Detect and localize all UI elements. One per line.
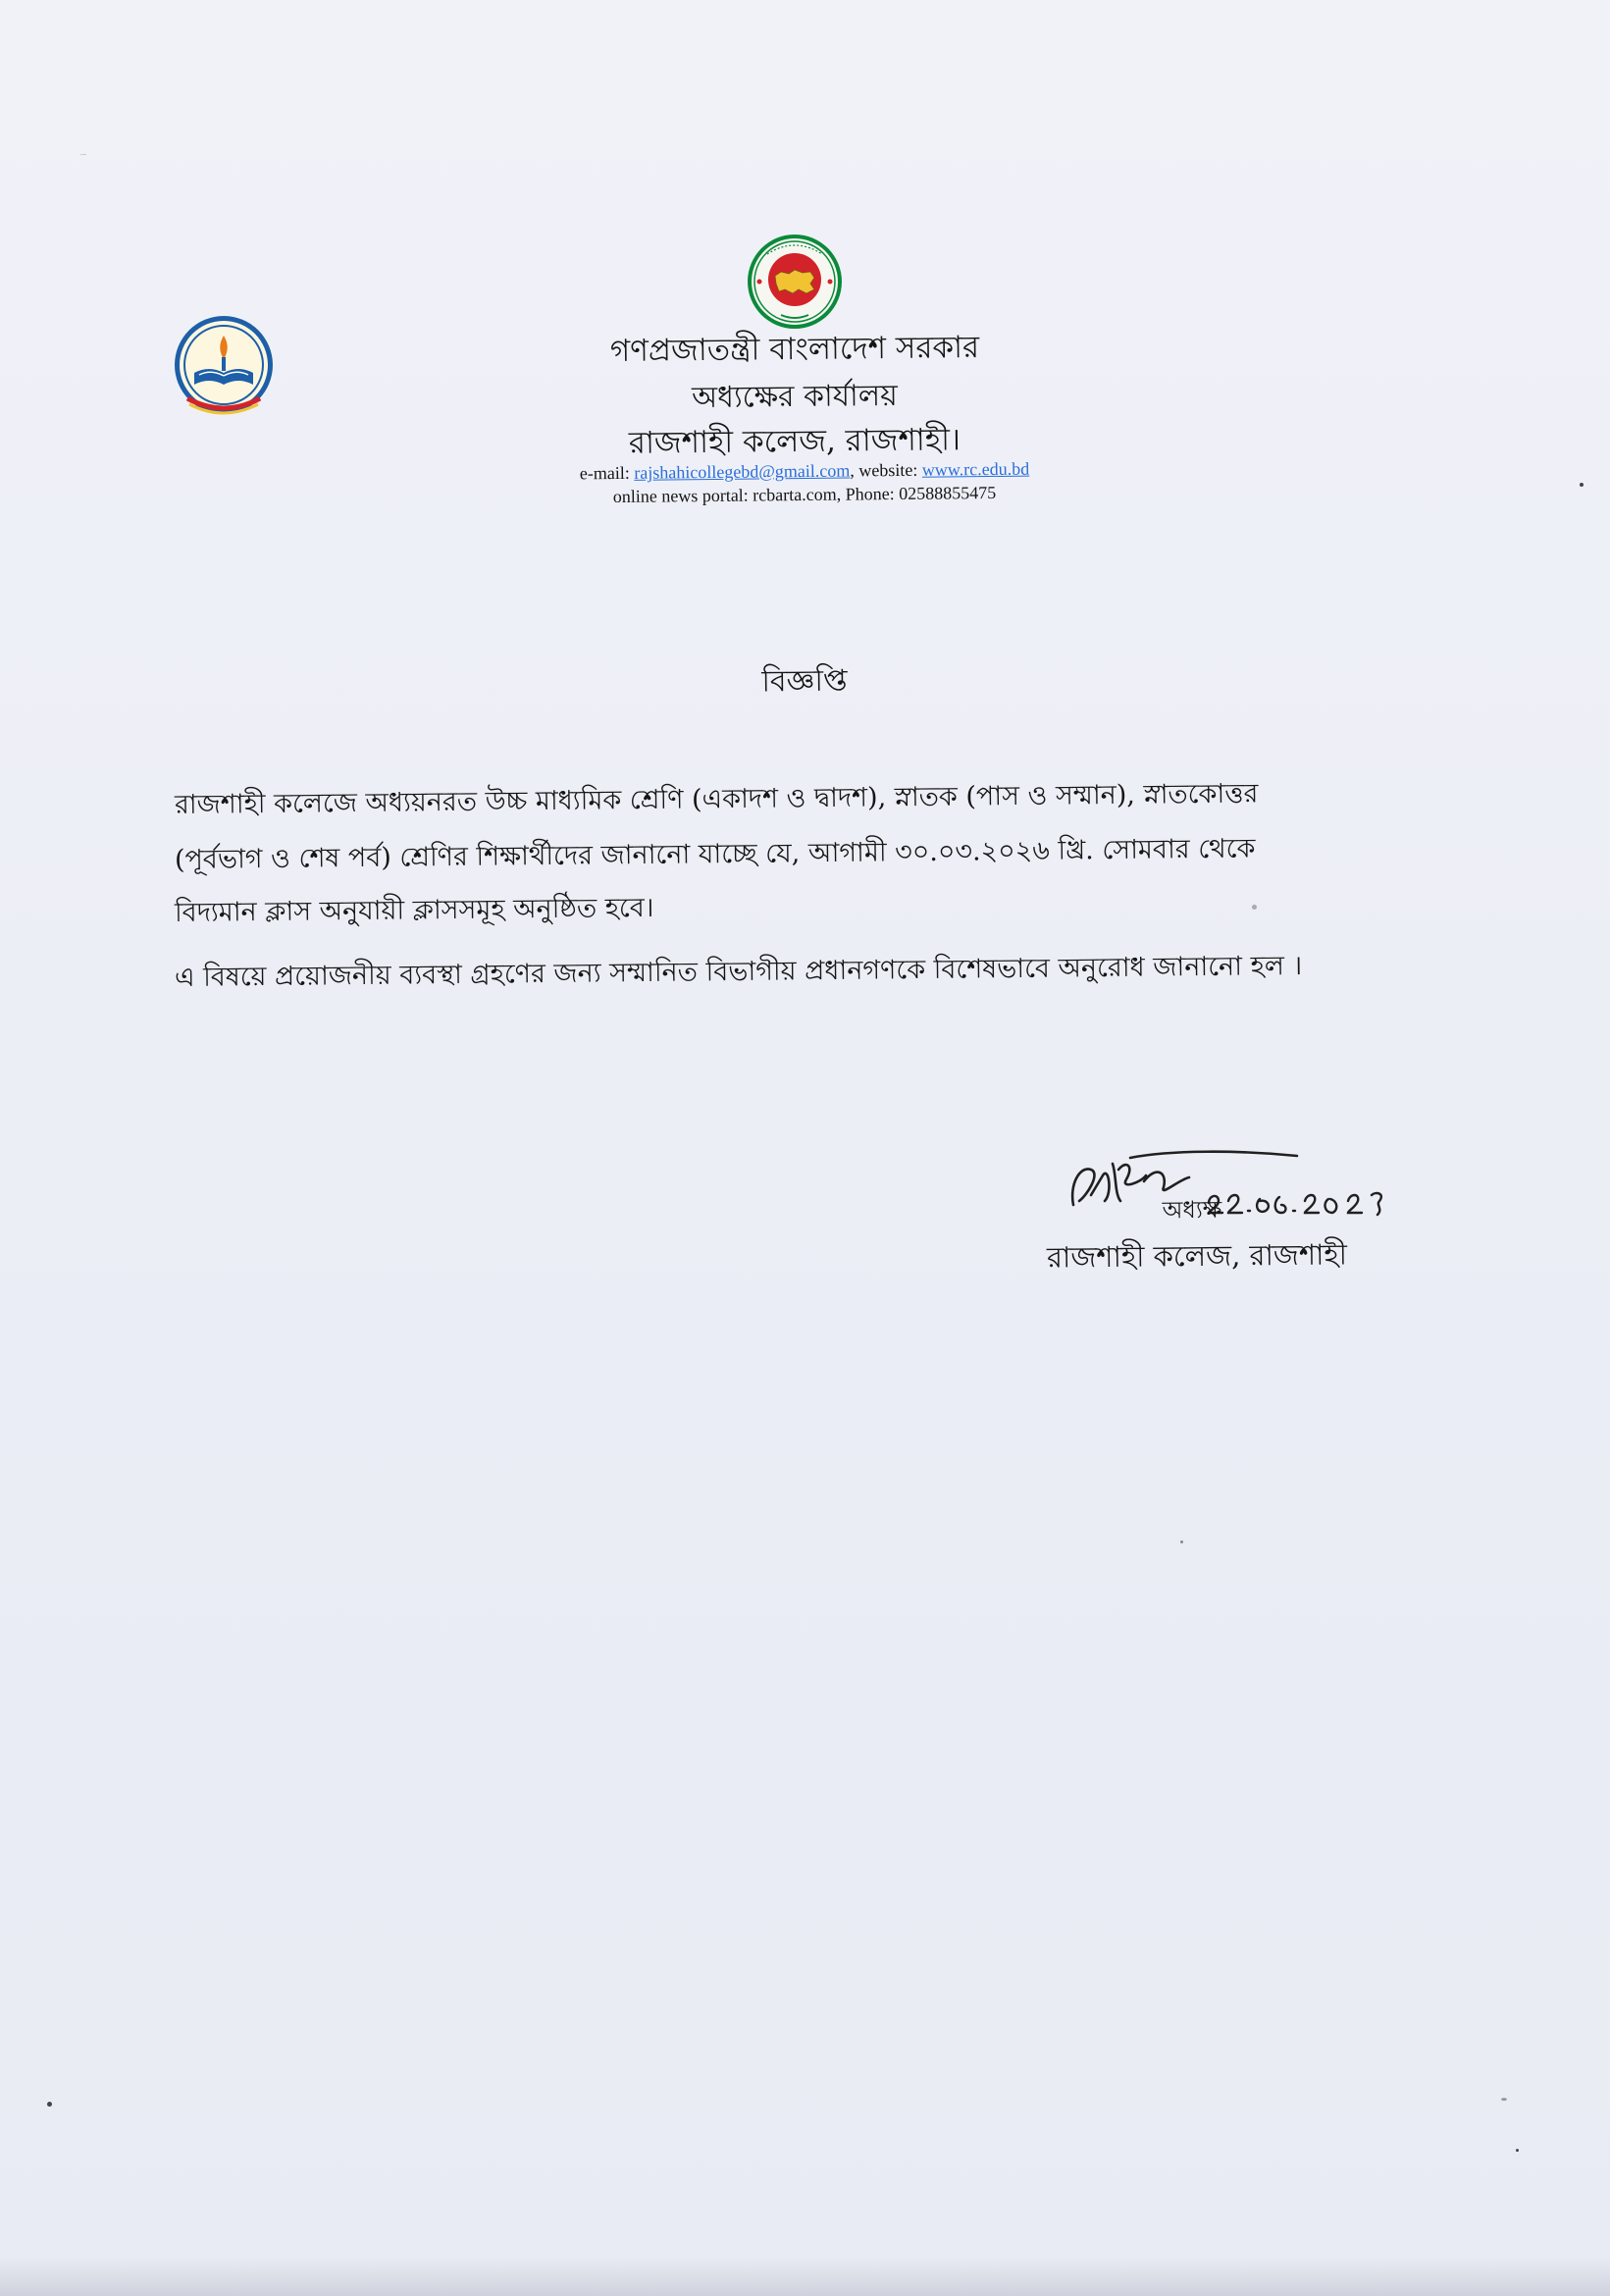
website-link[interactable]: www.rc.edu.bd bbox=[921, 458, 1030, 480]
college-logo-icon bbox=[170, 314, 278, 422]
contact-portal-phone: online news portal: rcbarta.com, Phone: 02588855475 bbox=[612, 482, 997, 507]
notice-paragraph-line: (পূর্বভাগ ও শেষ পর্ব) শ্রেণির শিক্ষার্থীদের জানানো যাচ্ছে যে, আগামী ৩০.০৩.২০২৬ খ্রি. সোমবার থেকে bbox=[174, 833, 1256, 875]
government-emblem-icon bbox=[746, 233, 844, 331]
scan-speck bbox=[1252, 905, 1257, 910]
signatory-title: অধ্যক্ষ bbox=[1162, 1195, 1222, 1225]
notice-paragraph-line: বিদ্যমান ক্লাস অনুযায়ী ক্লাসসমূহ অনুষ্ঠিত হবে। bbox=[174, 892, 654, 928]
handwritten-date: 27.06.2025 bbox=[80, 155, 86, 156]
scan-speck bbox=[1516, 2149, 1519, 2152]
college-title: রাজশাহী কলেজ, রাজশাহী। bbox=[628, 422, 961, 461]
website-label: , website: bbox=[850, 459, 922, 481]
email-link[interactable]: rajshahicollegebd@gmail.com bbox=[634, 460, 851, 483]
scan-speck bbox=[47, 2102, 52, 2107]
scan-speck bbox=[1580, 483, 1584, 487]
signatory-college: রাজশাহী কলেজ, রাজশাহী bbox=[1046, 1237, 1348, 1275]
email-label: e-mail: bbox=[579, 462, 635, 484]
notice-paragraph-line: রাজশাহী কলেজে অধ্যয়নরত উচ্চ মাধ্যমিক শ্রেণি (একাদশ ও দ্বাদশ), স্নাতক (পাস ও সম্মান), স্নাতকোত্তর bbox=[174, 778, 1259, 820]
scan-speck bbox=[1180, 1540, 1183, 1543]
notice-title: বিজ্ঞপ্তি bbox=[761, 663, 848, 700]
scan-speck bbox=[1501, 2098, 1507, 2101]
government-title: গণপ্রজাতন্ত্রী বাংলাদেশ সরকার bbox=[609, 330, 980, 369]
office-title: অধ্যক্ষের কার্যালয় bbox=[692, 378, 898, 416]
page-edge-shadow bbox=[0, 2257, 1610, 2296]
notice-request-paragraph: এ বিষয়ে প্রয়োজনীয় ব্যবস্থা গ্রহণের জন্য সম্মানিত বিভাগীয় প্রধানগণকে বিশেষভাবে অনুরোধ জানানো হল । bbox=[174, 950, 1303, 993]
